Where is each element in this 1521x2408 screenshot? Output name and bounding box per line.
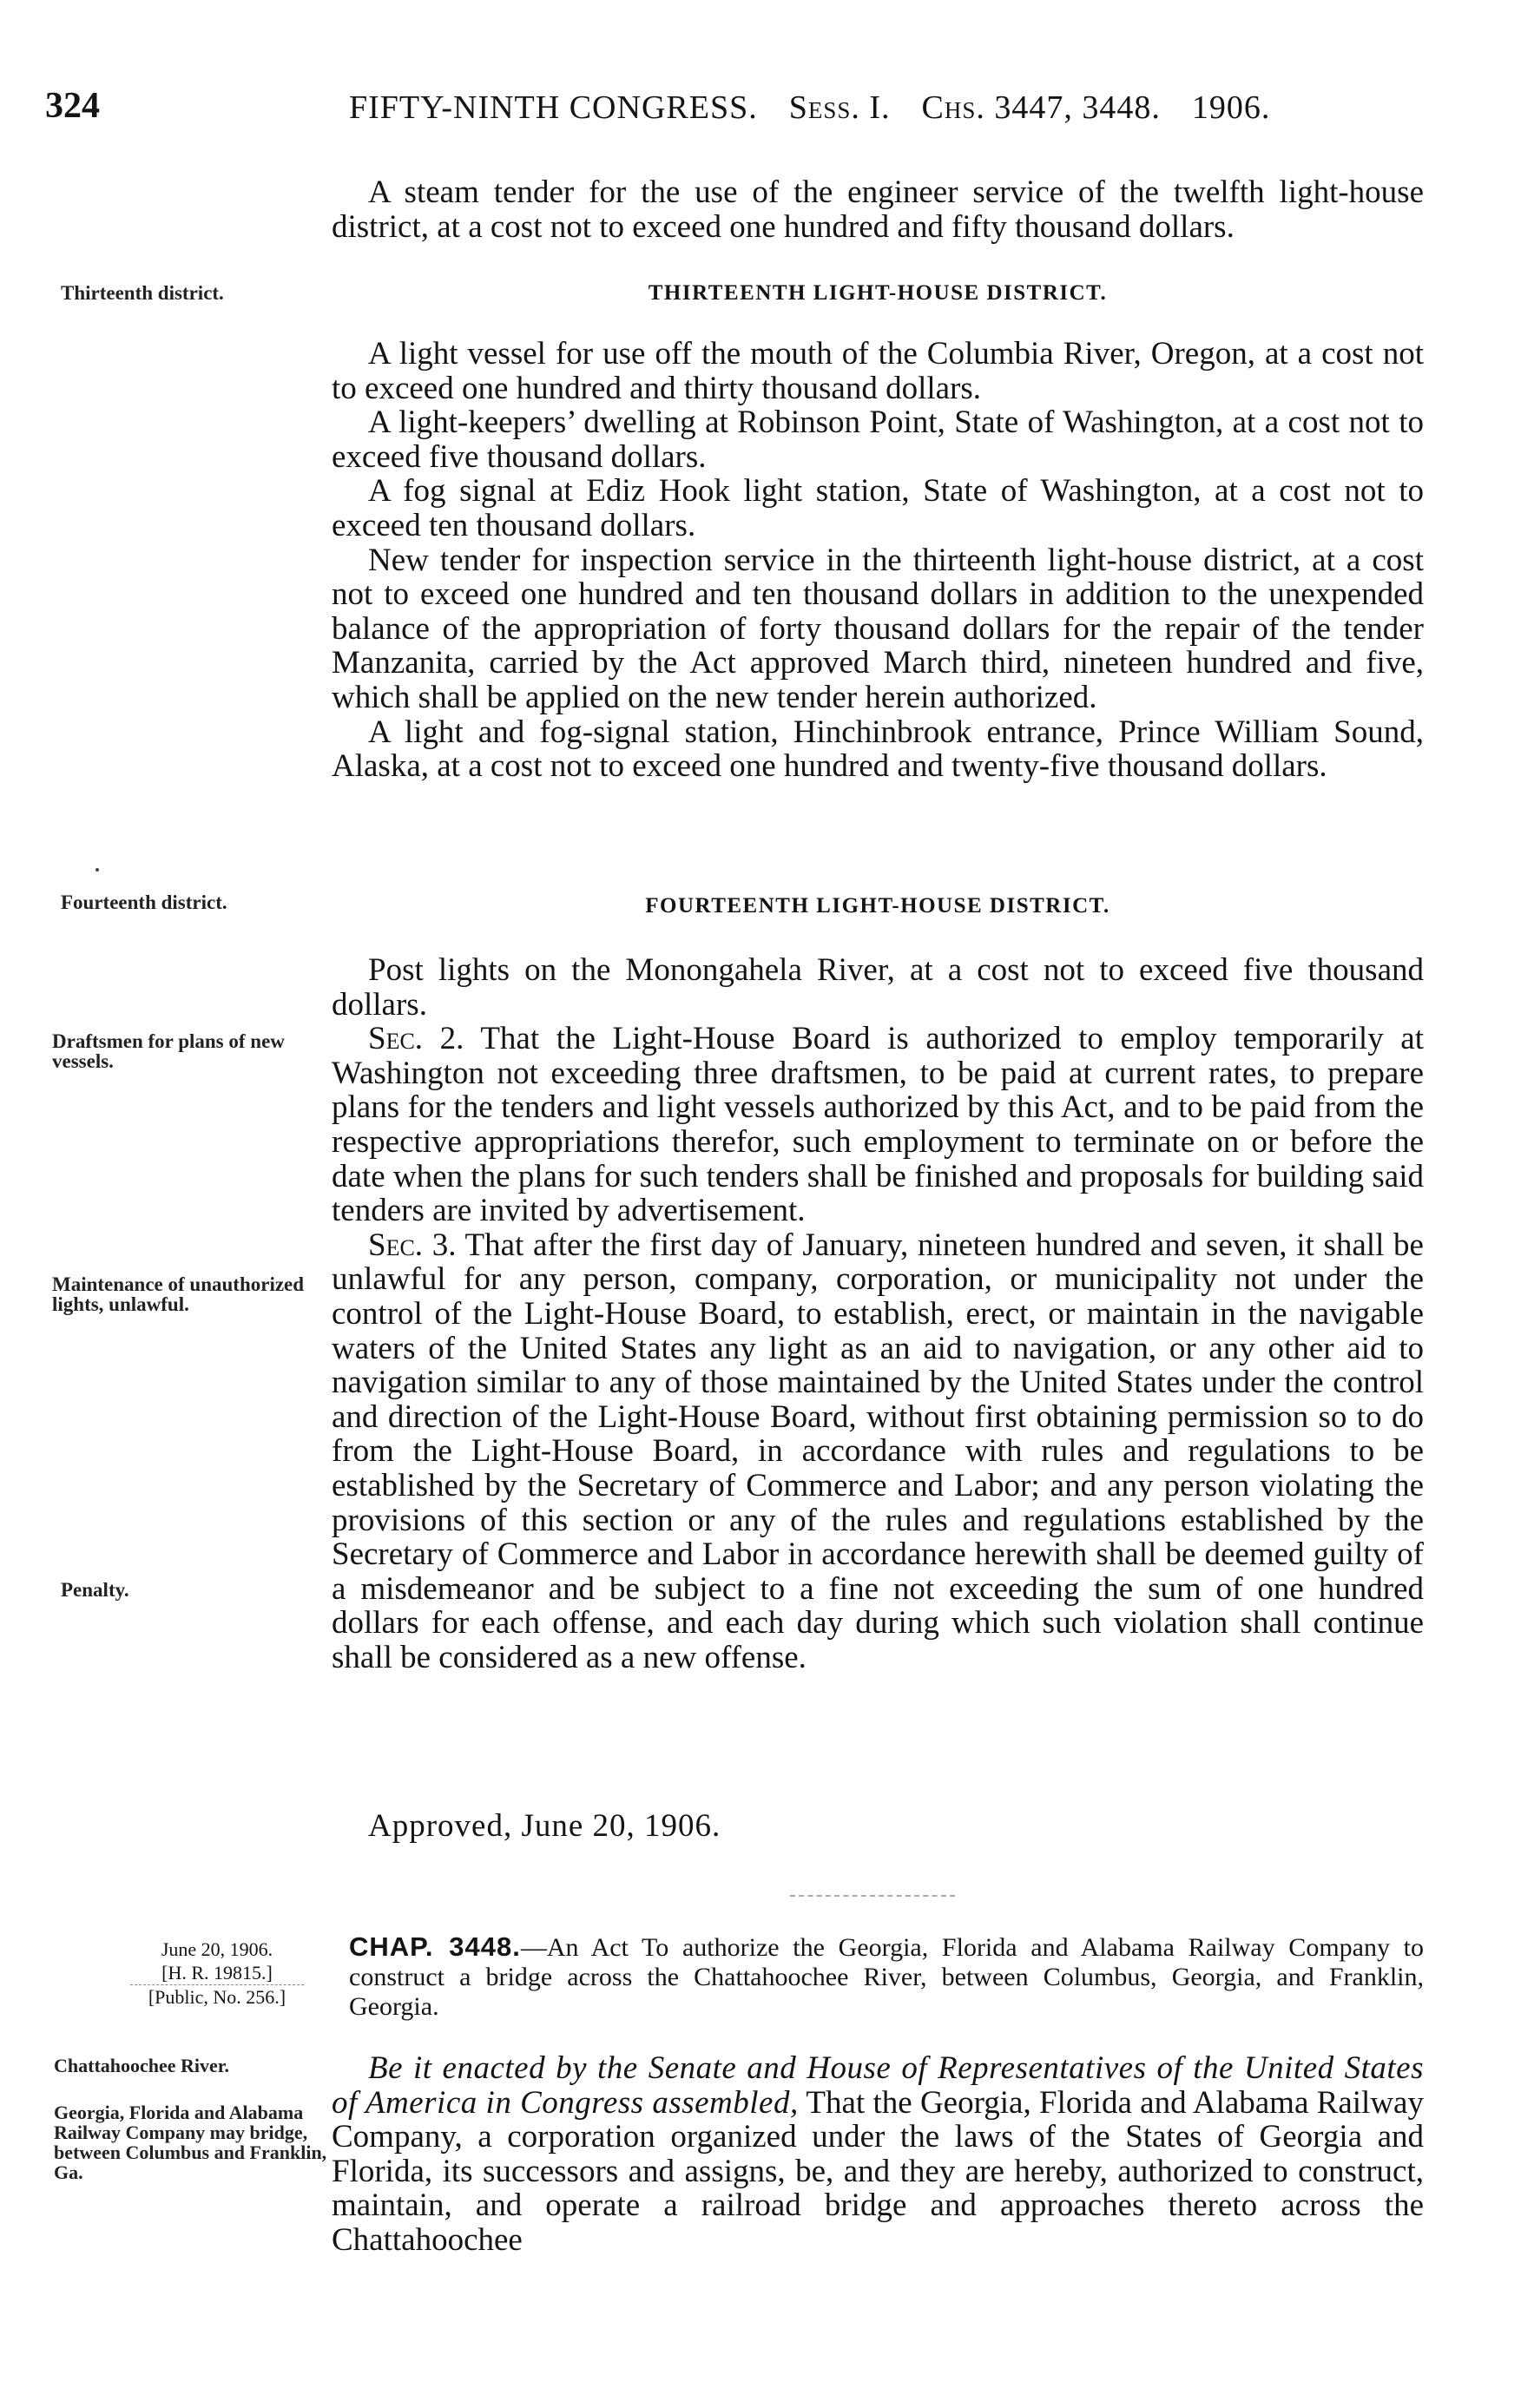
paragraph: A fog signal at Ediz Hook light station, State of Washington, at a cost not to exceed ten thousand dollars. — [332, 473, 1424, 543]
section-heading-thirteenth: THIRTEENTH LIGHT-HOUSE DISTRICT. — [648, 281, 1108, 305]
section-2-paragraph — [332, 1022, 1424, 1228]
paragraph: A light and fog-signal station, Hinchinbrook entrance, Prince William Sound, Alaska, at a cost not to exceed one hundred and twenty-five thousand dollars. — [332, 714, 1424, 785]
margin-note-draftsmen: Draftsmen for plans of new vessels. — [52, 1030, 285, 1072]
margin-note-fourteenth: Fourteenth district. — [61, 891, 227, 913]
paragraph: Post lights on the Monongahela River, at a cost not to exceed five thousand dollars. — [332, 952, 1424, 1023]
margin-note-chattahoochee: Chattahoochee River. — [54, 2055, 230, 2076]
opening-paragraph-block — [332, 175, 1424, 244]
section-divider — [790, 1895, 955, 1897]
enacting-text — [332, 2051, 1424, 2258]
paragraph: A light vessel for use off the mouth of the Columbia River, Oregon, at a cost not to exceed one hundred and thirty thousand dollars. — [332, 336, 1424, 406]
section-text: That after the first day of January, nineteen hundred and seven, it shall be unlawful for any person, company, corporation, or municipality not under the control of the Light-House Board, to establish, erect, or maintain in the navigable waters of the United States any light as an aid to navigation, or any other aid to navigation similar to any of those maintained by the United States under the control and direction of the Light-House Board, without first obtaining permission so to do from the Light-House Board, in accordance with rules and regulations to be established by the Secretary of Commerce and Labor; and any person violating the provisions of this section or any of the rules and regulations established by the Secretary of Commerce and Labor in accordance herewith shall be deemed guilty of a misdemeanor and be subject to a fine not exceeding the sum of one hundred dollars for each offense, and each day during which such violation shall continue shall be considered as a new offense. — [332, 1227, 1424, 1675]
congress-title: FIFTY-NINTH CONGRESS. — [349, 89, 758, 126]
margin-note-thirteenth: Thirteenth district. — [61, 282, 224, 304]
year-label: 1906. — [1191, 89, 1271, 126]
paragraph: New tender for inspection service in the thirteenth light-house district, at a cost not to exceed one hundred and ten thousand dollars in addition to the unexpended balance of the appropriation of forty thousand dollars for the repair of the tender Manzanita, carried by the Act approved March third, nineteen hundred and five, which shall be applied on the new tender herein authorized. — [332, 542, 1424, 715]
chapter-number: CHAP. 3448. — [349, 1931, 521, 1962]
running-title — [349, 89, 1270, 127]
page-number: 324 — [45, 86, 100, 126]
paragraph — [332, 2051, 1424, 2258]
section-heading-fourteenth: FOURTEENTH LIGHT-HOUSE DISTRICT. — [645, 894, 1110, 918]
ink-mark — [95, 868, 99, 872]
bill-number: [H. R. 19815.] — [161, 1962, 273, 1984]
section-label: Sec. 2. — [368, 1021, 464, 1057]
margin-note-unauthorized-lights: Maintenance of unauthorized lights, unlawful. — [52, 1273, 305, 1315]
chapter-heading — [349, 1932, 1424, 2022]
approval-line: Approved, June 20, 1906. — [368, 1808, 721, 1844]
chapter-title: —An Act To authorize the Georgia, Florida and Alabama Railway Company to construct a bridge across the Chattahoochee River, between Columbus, Georgia, and Franklin, Georgia. — [349, 1933, 1425, 2021]
margin-note-bridge-authority: Georgia, Florida and Alabama Railway Company may bridge, between Columbus and Franklin, Ga. — [54, 2102, 327, 2183]
paragraph: A light-keepers’ dwelling at Robinson Point, State of Washington, at a cost not to exceed five thousand dollars. — [332, 405, 1424, 475]
chapters-label: Chs. 3447, 3448. — [921, 89, 1161, 126]
section-text: That the Georgia, Florida and Alabama Railway Company, a corporation organized under the laws of the States of Georgia and Florida, its successors and assigns, be, and they are hereby, authorized to construct, maintain, and operate a railroad bridge and approaches thereto across the Chattahoochee — [332, 2084, 1424, 2258]
section-3-paragraph — [332, 1228, 1424, 1675]
chapter-sidenote — [130, 1938, 304, 2009]
margin-note-penalty: Penalty. — [61, 1579, 129, 1601]
section-text: That the Light-House Board is authorized to employ temporarily at Washington not exceeding three draftsmen, to be paid at current rates, to prepare plans for the tenders and light vessels authorized by this Act, and to be paid from the respective appropriations therefor, such employment to terminate on or before the date when the plans for such tenders shall be finished and proposals for building said tenders are invited by advertisement. — [332, 1021, 1424, 1229]
running-header — [45, 85, 1434, 137]
paragraph: A steam tender for the use of the engineer service of the twelfth light-house district, at a cost not to exceed one hundred and fifty thousand dollars. — [332, 174, 1424, 245]
fourteenth-district-text — [332, 953, 1424, 1674]
public-law-number: [Public, No. 256.] — [148, 1986, 286, 2008]
enacting-clause: Be it enacted by the Senate and House of Representatives of the United States of America in Congress assembled, — [332, 2050, 1424, 2121]
thirteenth-district-text — [332, 337, 1424, 784]
act-date: June 20, 1906. — [161, 1938, 273, 1960]
section-label: Sec. 3. — [368, 1227, 457, 1263]
session-label: Sess. I. — [788, 89, 891, 126]
